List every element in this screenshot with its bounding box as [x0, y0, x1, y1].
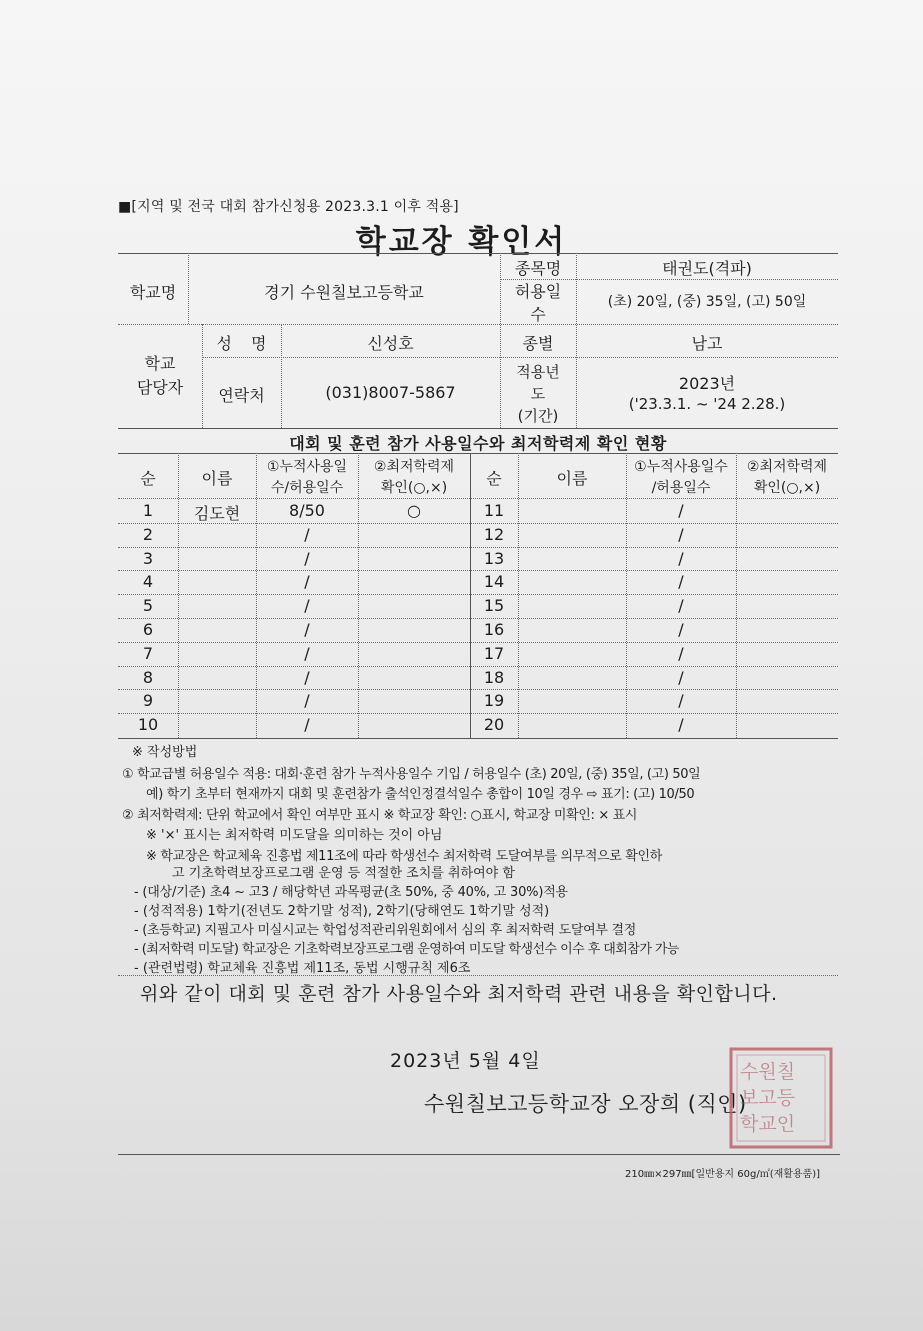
- year-value: 2023년: [678, 374, 736, 393]
- name-label: 성 명: [216, 334, 267, 353]
- col-header-days-right: ①누적사용일수: [634, 459, 728, 475]
- days-used: /: [304, 667, 310, 687]
- row-number: 20: [483, 715, 505, 735]
- info-table: [118, 253, 838, 429]
- note-line: - (대상/기준) 초4 ~ 고3 / 해당학년 과목평균(초 50%, 중 40%, 고 30%)적용: [134, 885, 568, 900]
- svg-text:보고등: 보고등: [740, 1087, 796, 1109]
- col-header-check: ②최저학력제: [373, 459, 455, 475]
- note-line: - (초등학교) 지필고사 미실시교는 학업성적관리위원회에서 심의 후 최저학력 도달여부 결정: [134, 923, 636, 938]
- academic-check: ○: [407, 501, 421, 520]
- col-header-no: 순: [140, 469, 156, 488]
- name-value: 신성호: [367, 334, 414, 353]
- allowed-days-value: (초) 20일, (중) 35일, (고) 50일: [607, 294, 807, 310]
- document-title: 학교장 확인서: [355, 224, 568, 260]
- col-header-days-2: 수/허용일수: [270, 480, 344, 496]
- year-label: 적용년: [516, 363, 560, 381]
- principal-signature: 수원칠보고등학교장 오장희 (직인): [424, 1092, 747, 1116]
- year-label-2: 도: [530, 385, 546, 403]
- days-used: /: [678, 715, 684, 735]
- days-used: /: [304, 596, 310, 616]
- row-number: 19: [483, 691, 505, 711]
- note-line: ① 학교급별 허용일수 적용: 대회·훈련 참가 누적사용일수 기입 / 허용일수 (초) 20일, (중) 35일, (고) 50일: [122, 767, 701, 782]
- days-used: /: [678, 691, 684, 711]
- manager-label-2: 담당자: [136, 378, 184, 397]
- paper-spec: 210㎜×297㎜[일반용지 60g/㎡(재활용품)]: [625, 1169, 821, 1180]
- days-used: /: [678, 501, 684, 520]
- row-number: 13: [483, 548, 505, 568]
- row-number: 8: [142, 667, 154, 687]
- svg-text:수원칠: 수원칠: [740, 1061, 796, 1083]
- days-used: /: [678, 620, 684, 639]
- row-number: 2: [142, 524, 154, 544]
- row-number: 16: [483, 620, 505, 639]
- days-used: /: [304, 572, 310, 592]
- confirmation-statement: 위와 같이 대회 및 훈련 참가 사용일수와 최저학력 관련 내용을 확인합니다.: [140, 983, 778, 1005]
- allowed-days-label: 허용일: [514, 282, 562, 301]
- days-used: /: [304, 548, 310, 568]
- allowed-days-label-2: 수: [530, 305, 546, 324]
- col-header-days-right-2: /허용일수: [651, 480, 711, 496]
- col-header-check-right: ②최저학력제: [746, 459, 828, 475]
- row-number: 17: [483, 643, 505, 663]
- note-heading: ※ 작성방법: [132, 745, 198, 760]
- svg-text:학교인: 학교인: [740, 1113, 796, 1135]
- days-used: /: [304, 643, 310, 663]
- days-used: /: [304, 715, 310, 735]
- row-number: 3: [142, 548, 154, 568]
- note-line: - (최저학력 미도달) 학교장은 기초학력보장프로그램 운영하여 미도달 학생선수 이수 후 대회참가 가능: [134, 942, 679, 957]
- row-number: 15: [483, 596, 505, 616]
- row-number: 1: [142, 501, 154, 520]
- days-used: /: [678, 667, 684, 687]
- note-line: ※ 학교장은 학교체육 진흥법 제11조에 따라 학생선수 최저학력 도달여부를 의무적으로 확인하: [146, 849, 662, 864]
- event-value: 태권도(격파): [662, 259, 752, 278]
- contact-label: 연락처: [218, 386, 265, 405]
- note-line: ② 최저학력제: 단위 학교에서 확인 여부만 표시 ※ 학교장 확인: ○표시, 학교장 미확인: × 표시: [122, 808, 638, 823]
- days-used: /: [678, 572, 684, 592]
- row-number: 4: [142, 572, 154, 592]
- row-number: 14: [483, 572, 505, 592]
- col-header-days: ①누적사용일: [266, 459, 348, 475]
- col-header-no-right: 순: [486, 469, 502, 488]
- row-number: 11: [483, 501, 505, 520]
- school-label: 학교명: [129, 283, 177, 302]
- note-line: - (관련법령) 학교체육 진흥법 제11조, 동법 시행규칙 제6조: [134, 961, 471, 976]
- year-label-3: (기간): [517, 407, 559, 425]
- row-number: 18: [483, 667, 505, 687]
- note-line: ※ '×' 표시는 최저학력 미도달을 의미하는 것이 아님: [146, 828, 443, 843]
- row-number: 5: [142, 596, 154, 616]
- note-line: 예) 학기 초부터 현재까지 대회 및 훈련참가 출석인정결석일수 총합이 10일 경우 ⇨ 표기: (고) 10/50: [146, 787, 695, 802]
- row-number: 9: [142, 691, 154, 711]
- manager-label: 학교: [144, 354, 176, 373]
- participation-table: [118, 453, 838, 739]
- contact-value: (031)8007-5867: [325, 383, 456, 402]
- period-value: ('23.3.1. ~ '24 2.28.): [628, 395, 786, 413]
- days-used: 8/50: [289, 501, 325, 520]
- days-used: /: [678, 548, 684, 568]
- category-label: 종별: [522, 334, 554, 353]
- days-used: /: [678, 596, 684, 616]
- col-header-name: 이름: [201, 469, 233, 488]
- col-header-check-2: 확인(○,×): [380, 480, 448, 496]
- days-used: /: [304, 620, 310, 639]
- event-label: 종목명: [514, 259, 562, 278]
- note-line: - (성적적용) 1학기(전년도 2학기말 성적), 2학기(당해연도 1학기말 성적): [134, 904, 550, 919]
- official-seal: [728, 1046, 834, 1150]
- col-header-check-right-2: 확인(○,×): [753, 480, 821, 496]
- row-number: 12: [483, 524, 505, 544]
- days-used: /: [678, 524, 684, 544]
- row-number: 10: [137, 715, 159, 735]
- sign-date: 2023년 5월 4일: [390, 1050, 541, 1072]
- table-title: 대회 및 훈련 참가 사용일수와 최저학력제 확인 현황: [289, 434, 667, 453]
- days-used: /: [678, 643, 684, 663]
- note-line: 고 기초학력보장프로그램 운영 등 적절한 조치를 취하여야 함: [172, 866, 515, 881]
- col-header-name-right: 이름: [556, 469, 588, 488]
- row-number: 7: [142, 643, 154, 663]
- category-value: 남고: [691, 334, 723, 353]
- athlete-name: 김도현: [193, 504, 241, 523]
- days-used: /: [304, 524, 310, 544]
- row-number: 6: [142, 620, 154, 639]
- days-used: /: [304, 691, 310, 711]
- form-tag: ■[지역 및 전국 대회 참가신청용 2023.3.1 이후 적용]: [118, 199, 459, 215]
- school-value: 경기 수원칠보고등학교: [264, 283, 424, 302]
